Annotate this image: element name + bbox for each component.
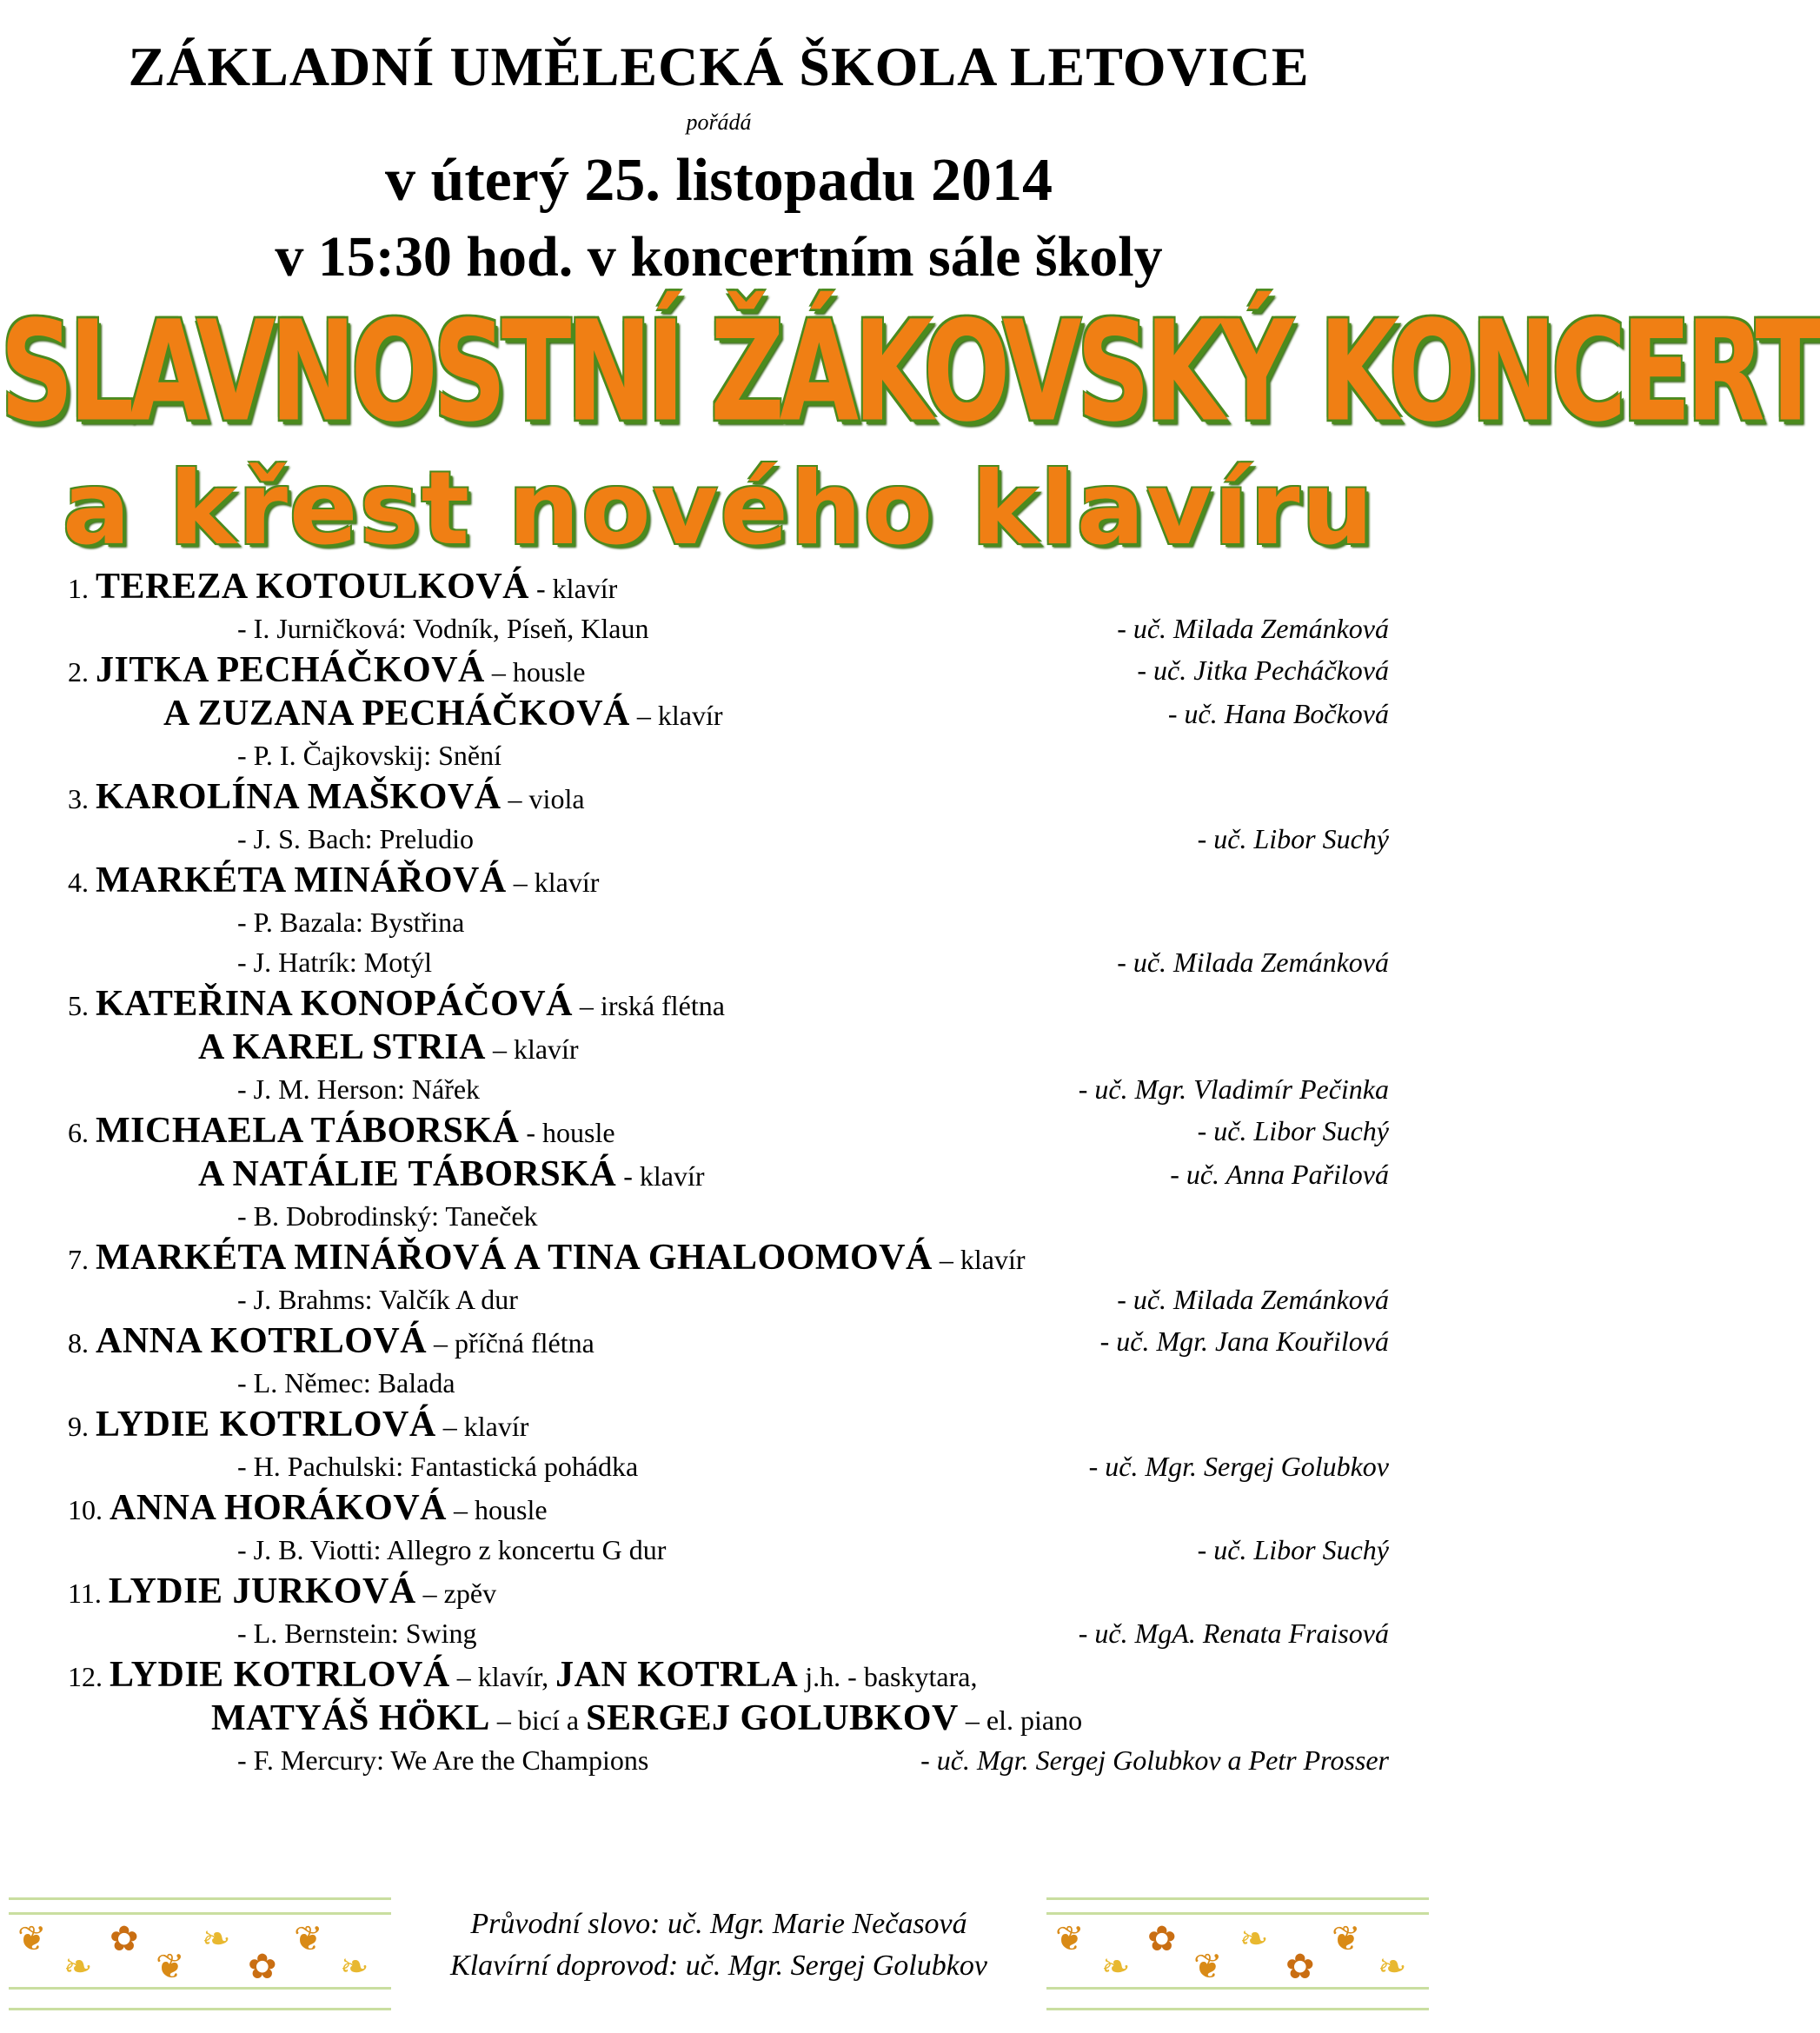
- instrument: – klavír: [932, 1244, 1026, 1275]
- program-item-3: [68, 775, 1389, 819]
- piece: - J. Hatrík: Motýl: [237, 947, 432, 978]
- teacher: - uč. Mgr. Jana Kouřilová: [1099, 1325, 1389, 1357]
- performer-name: A KAREL STRIA: [198, 1027, 486, 1067]
- performer-name: LYDIE KOTRLOVÁ: [96, 1405, 436, 1445]
- concert-title: SLAVNOSTNÍ ŽÁKOVSKÝ KONCERT: [0, 290, 1820, 453]
- item-number: 12.: [68, 1661, 103, 1692]
- leaf-icon: ✿: [110, 1919, 139, 1959]
- leaf-icon: ❧: [340, 1947, 369, 1987]
- leaf-icon: ❦: [1332, 1919, 1361, 1959]
- performer-name: LYDIE KOTRLOVÁ: [110, 1655, 450, 1695]
- teacher: - uč. Milada Zemánková: [1117, 613, 1389, 644]
- teacher: - uč. Milada Zemánková: [1117, 947, 1389, 978]
- program-item-6: [68, 1109, 1389, 1153]
- instrument: – klavír: [485, 1033, 579, 1065]
- instrument: – viola: [501, 783, 585, 814]
- leaf-icon: ❧: [202, 1919, 231, 1959]
- leaf-icon: ❦: [294, 1919, 323, 1959]
- item-number: 7.: [68, 1244, 89, 1275]
- piece-row: [68, 942, 1389, 982]
- performer-name: ANNA KOTRLOVÁ: [96, 1321, 428, 1361]
- performer-name: JITKA PECHÁČKOVÁ: [96, 650, 485, 690]
- piece-row: [68, 1446, 1389, 1486]
- program-list: [68, 565, 1389, 1780]
- school-name: ZÁKLADNÍ UMĚLECKÁ ŠKOLA LETOVICE: [128, 36, 1310, 97]
- program-item-12: [68, 1653, 1389, 1697]
- piece: - I. Jurničková: Vodník, Píseň, Klaun: [237, 613, 649, 644]
- piece: - J. Brahms: Valčík A dur: [237, 1284, 518, 1315]
- performer-name: LYDIE JURKOVÁ: [108, 1571, 416, 1611]
- piece: - P. Bazala: Bystřina: [237, 907, 465, 938]
- item-number: 11.: [68, 1578, 102, 1609]
- leaf-icon: ✿: [1147, 1919, 1177, 1959]
- program-item-11: [68, 1570, 1389, 1613]
- piece-row: [68, 1363, 1389, 1403]
- program-item-1: [68, 565, 1389, 608]
- leaf-icon: ❧: [1101, 1947, 1131, 1987]
- border-stripe: [9, 1987, 391, 1990]
- item-number: 2.: [68, 656, 89, 688]
- instrument: – irská flétna: [572, 990, 725, 1021]
- performer-name: JAN KOTRLA: [555, 1655, 799, 1695]
- leaf-icon: ❦: [156, 1947, 185, 1987]
- performer-name: ANNA HORÁKOVÁ: [110, 1488, 448, 1528]
- instrument: – klavír: [629, 700, 723, 731]
- piece-row: [68, 1069, 1389, 1109]
- item-number: 9.: [68, 1411, 89, 1442]
- program-item-7: [68, 1236, 1389, 1279]
- item-number: 3.: [68, 783, 89, 814]
- instrument: j.h. - baskytara,: [798, 1661, 978, 1692]
- piece-row: [68, 1196, 1389, 1236]
- teacher: - uč. Anna Pařilová: [1170, 1159, 1389, 1190]
- item-number: 8.: [68, 1327, 89, 1359]
- piece-row: [68, 608, 1389, 648]
- piece: - F. Mercury: We Are the Champions: [237, 1744, 649, 1776]
- item-number: 6.: [68, 1117, 89, 1148]
- instrument: - klavír: [529, 573, 618, 604]
- piece-row: [68, 1613, 1389, 1653]
- credits: [0, 1903, 1438, 1987]
- leaf-icon: ❦: [17, 1919, 47, 1959]
- host-credit: Průvodní slovo: uč. Mgr. Marie Nečasová: [470, 1908, 967, 1940]
- teacher: - uč. Libor Suchý: [1197, 823, 1389, 854]
- performer-row: [68, 1697, 1389, 1740]
- performer-name: KAROLÍNA MAŠKOVÁ: [96, 777, 501, 817]
- leaf-icon: ❧: [1378, 1947, 1407, 1987]
- teacher: - uč. MgA. Renata Fraisová: [1078, 1618, 1389, 1649]
- event-date: v úterý 25. listopadu 2014: [384, 147, 1053, 214]
- teacher: - uč. Libor Suchý: [1197, 1534, 1389, 1565]
- teacher: - uč. Hana Bočková: [1167, 698, 1389, 729]
- performer-row: [68, 1153, 1389, 1196]
- piece-row: [68, 902, 1389, 942]
- piece: - J. M. Herson: Nářek: [237, 1073, 481, 1105]
- piece-row: [68, 1530, 1389, 1570]
- performer-name: MARKÉTA MINÁŘOVÁ: [96, 860, 507, 900]
- instrument: – klavír,: [449, 1661, 549, 1692]
- program-item-4: [68, 859, 1389, 902]
- leaf-icon: ❧: [63, 1947, 93, 1987]
- program-item-10: [68, 1486, 1389, 1530]
- performer-name: SERGEJ GOLUBKOV: [586, 1698, 959, 1738]
- performer-name: A ZUZANA PECHÁČKOVÁ: [163, 694, 630, 734]
- performer-row: [68, 1026, 1389, 1069]
- performer-row: [68, 692, 1389, 735]
- performer-name: MATYÁŠ HÖKL: [211, 1698, 490, 1738]
- performer-name: TEREZA KOTOULKOVÁ: [96, 567, 530, 607]
- performer-name: A NATÁLIE TÁBORSKÁ: [198, 1154, 617, 1194]
- leaf-icon: ❦: [1193, 1947, 1223, 1987]
- instrument: – klavír: [506, 867, 600, 898]
- performer-name: KATEŘINA KONOPÁČOVÁ: [96, 984, 573, 1024]
- performer-name: MICHAELA TÁBORSKÁ: [96, 1111, 520, 1151]
- program-item-9: [68, 1403, 1389, 1446]
- instrument: – příčná flétna: [427, 1327, 594, 1359]
- piece-row: [68, 1279, 1389, 1319]
- instrument: – housle: [447, 1494, 548, 1525]
- instrument: – el. piano: [958, 1704, 1083, 1736]
- instrument: - klavír: [616, 1160, 705, 1192]
- organizes-label: pořádá: [686, 110, 752, 135]
- teacher: - uč. Mgr. Vladimír Pečinka: [1078, 1073, 1389, 1105]
- piece: - J. S. Bach: Preludio: [237, 823, 474, 854]
- instrument: – housle: [484, 656, 586, 688]
- leaf-icon: ❦: [1055, 1919, 1085, 1959]
- piece: - J. B. Viotti: Allegro z koncertu G dur: [237, 1534, 667, 1565]
- piece: - L. Bernstein: Swing: [237, 1618, 477, 1649]
- program-item-2: [68, 648, 1389, 692]
- leaf-icon: ✿: [248, 1947, 277, 1987]
- piece: - L. Němec: Balada: [237, 1367, 455, 1399]
- instrument: – zpěv: [415, 1578, 497, 1609]
- program-item-5: [68, 982, 1389, 1026]
- teacher: - uč. Milada Zemánková: [1117, 1284, 1389, 1315]
- item-number: 4.: [68, 867, 89, 898]
- piece-row: [68, 819, 1389, 859]
- performer-name: MARKÉTA MINÁŘOVÁ A TINA GHALOOMOVÁ: [96, 1238, 933, 1278]
- piece-row: [68, 735, 1389, 775]
- item-number: 5.: [68, 990, 89, 1021]
- border-stripe: [1046, 1987, 1429, 1990]
- instrument: – bicí a: [489, 1704, 587, 1736]
- teacher: - uč. Libor Suchý: [1197, 1115, 1389, 1146]
- leaf-icon: ❧: [1239, 1919, 1269, 1959]
- teacher: - uč. Mgr. Sergej Golubkov a Petr Prosser: [920, 1744, 1389, 1776]
- event-time-place: v 15:30 hod. v koncertním sále školy: [275, 225, 1163, 289]
- piece: - P. I. Čajkovskij: Snění: [237, 740, 502, 771]
- instrument: – klavír: [435, 1411, 529, 1442]
- teacher: - uč. Jitka Pecháčková: [1137, 654, 1389, 686]
- piece-row: [68, 1740, 1389, 1780]
- item-number: 10.: [68, 1494, 103, 1525]
- program-item-8: [68, 1319, 1389, 1363]
- teacher: - uč. Mgr. Sergej Golubkov: [1088, 1451, 1389, 1482]
- piece: - B. Dobrodinský: Taneček: [237, 1200, 538, 1232]
- instrument: - housle: [519, 1117, 615, 1148]
- piece: - H. Pachulski: Fantastická pohádka: [237, 1451, 639, 1482]
- leaf-icon: ✿: [1285, 1947, 1315, 1987]
- accompaniment-credit: Klavírní doprovod: uč. Mgr. Sergej Golubkov: [450, 1950, 987, 1982]
- concert-subtitle: a křest nového klavíru: [62, 450, 1376, 568]
- item-number: 1.: [68, 573, 89, 604]
